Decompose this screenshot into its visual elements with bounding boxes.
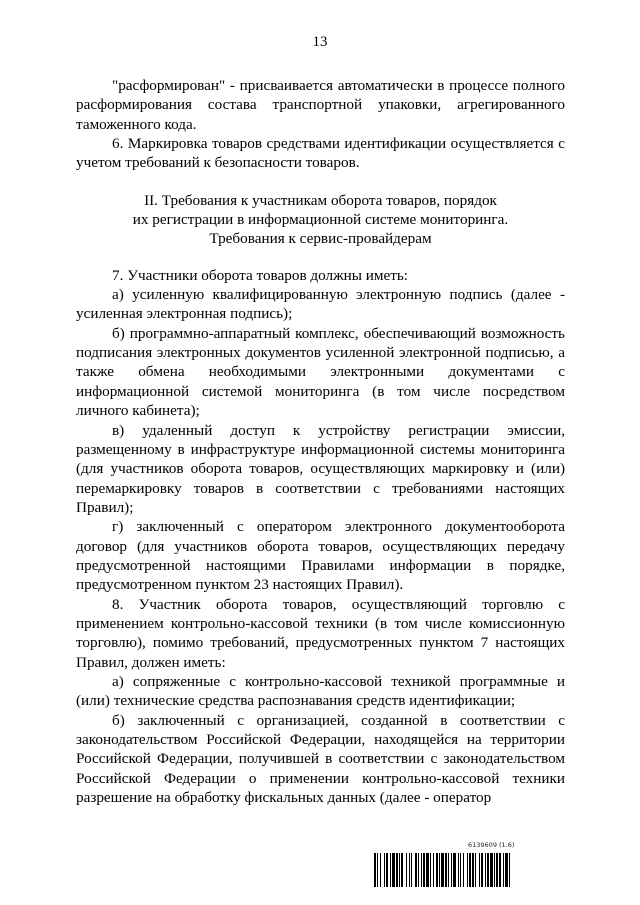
- paragraph-status-disbanded: "расформирован" - присваивается автоматически в процессе полного расформирования состава транспортной упаковки, агрегированного таможенного кода.: [76, 77, 565, 133]
- barcode-image: [374, 853, 570, 887]
- section-heading: [76, 191, 565, 249]
- paragraph-item-8a: а) сопряженные с контрольно-кассовой техникой программные и (или) технические средства распознавания средств идентификации;: [76, 672, 565, 710]
- barcode-code-label: 6139609 (1.6): [468, 841, 515, 849]
- paragraph-item-8b: б) заключенный с организацией, созданной в соответствии с законодательством Российской Федерации, находящейся на территории Российской Федерации, получившей в соответствии с законодательством Российской Федерации о применении контрольно-кассовой техники разрешение на обработку фискальных данных (далее - оператор: [76, 711, 565, 807]
- paragraph-item-7a: а) усиленную квалифицированную электронную подпись (далее - усиленная электронная подпись);: [76, 286, 565, 323]
- paragraph-item-7g: г) заключенный с оператором электронного документооборота договор (для участников оборота товаров, осуществляющих передачу предусмотренной настоящими Правилами информации в порядке, предусмотренном пунктом 23 настоящих Правил).: [76, 518, 565, 594]
- section-heading-line-1: II. Требования к участникам оборота товаров, порядок: [144, 191, 497, 209]
- paragraph-item-8: 8. Участник оборота товаров, осуществляющий торговлю с применением контрольно-кассовой техники (в том числе комиссионную торговлю), помимо требований, предусмотренных пунктом 7 настоящих Правил, должен иметь:: [76, 595, 565, 671]
- section-heading-line-2: их регистрации в информационной системе мониторинга.: [132, 211, 509, 229]
- section-heading-line-3: Требования к сервис-провайдерам: [209, 230, 432, 248]
- paragraph-item-7v: в) удаленный доступ к устройству регистрации эмиссии, размещенному в инфраструктуре информационной системы мониторинга (для участников оборота товаров, осуществляющих маркировку и (или) перемаркировку товаров в соответствии с требованиями настоящих Правил);: [76, 421, 565, 516]
- paragraph-item-7b: б) программно-аппаратный комплекс, обеспечивающий возможность подписания электронных документов усиленной электронной подписью, а также обмена необходимыми электронными документами с информационной системой мониторинга (в том числе посредством личного кабинета);: [76, 324, 565, 420]
- page-number: 13: [312, 34, 328, 50]
- paragraph-item-6: 6. Маркировка товаров средствами идентификации осуществляется с учетом требований к безопасности товаров.: [76, 135, 565, 172]
- document-body: [76, 76, 565, 807]
- paragraph-item-7: 7. Участники оборота товаров должны иметь:: [112, 266, 408, 284]
